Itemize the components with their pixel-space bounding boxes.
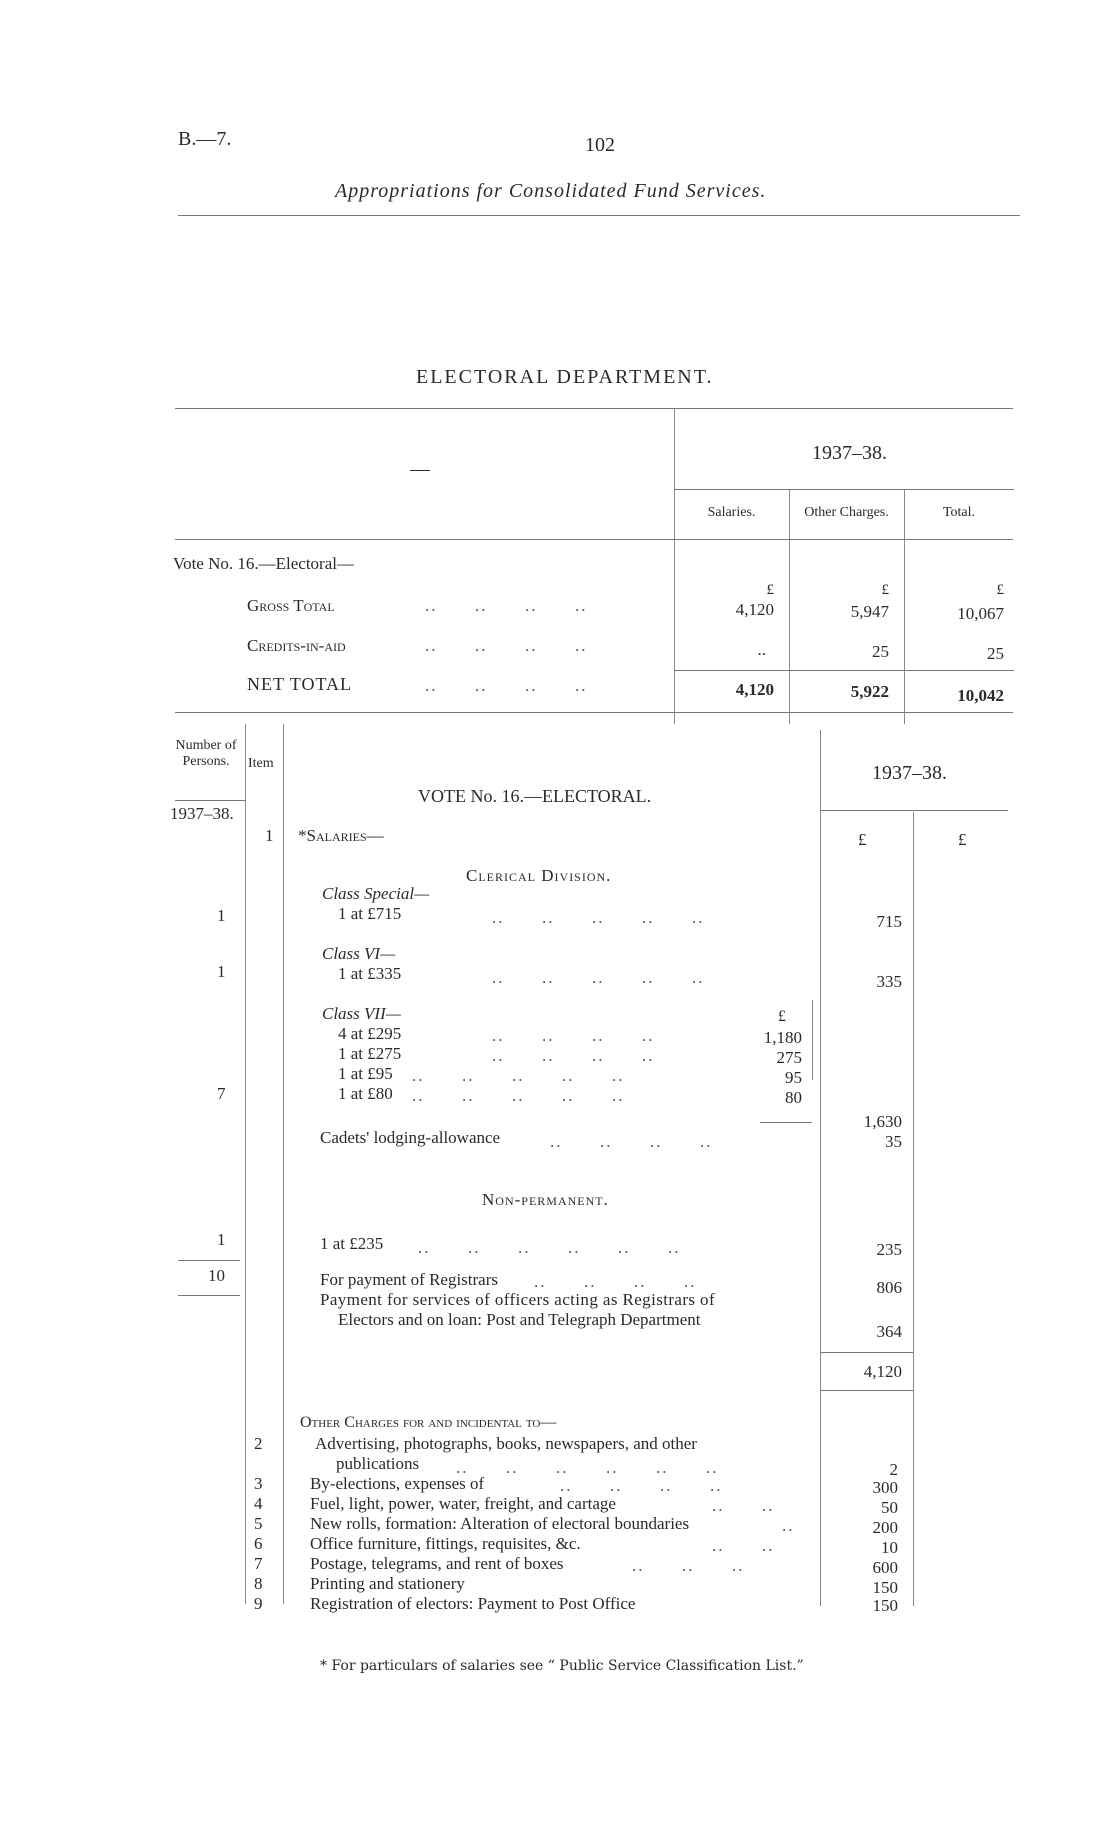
credits-total: 25	[987, 644, 1004, 663]
dot-leader: .. .. .. ..	[425, 676, 588, 695]
currency-col1: £	[858, 830, 867, 849]
np-amount: 235	[876, 1240, 902, 1259]
class-vi-label: Class VI—	[322, 944, 396, 963]
other-item-amount: 50	[881, 1498, 898, 1517]
registrars-amount: 806	[876, 1278, 902, 1297]
vote-title: VOTE No. 16.—ELECTORAL.	[418, 786, 652, 806]
officers-amount: 364	[876, 1322, 902, 1341]
other-item-number: 3	[254, 1474, 263, 1493]
other-item-amount: 10	[881, 1538, 898, 1557]
non-permanent-heading: Non-permanent.	[482, 1190, 609, 1209]
col-total: Total.	[942, 505, 976, 520]
net-total: 10,042	[957, 686, 1004, 705]
persons-total: 10	[208, 1266, 225, 1285]
document-ref: B.—7.	[178, 128, 232, 150]
class-vii-line: 4 at £295	[338, 1024, 402, 1043]
class-special-persons: 1	[217, 906, 226, 925]
row-credits-label: Credits-in-aid	[247, 636, 346, 655]
dot-leader: .. .. .. .. ..	[412, 1066, 625, 1085]
salaries-total: 4,120	[863, 1362, 902, 1381]
other-item-amount: 600	[872, 1558, 898, 1577]
class-vi-line: 1 at £335	[338, 964, 402, 983]
class-vii-label: Class VII—	[322, 1004, 401, 1023]
other-item-amount: 2	[889, 1460, 898, 1479]
page-number: 102	[585, 134, 615, 156]
class-vii-amount: 95	[785, 1068, 802, 1087]
dot-leader: .. .. .. ..	[492, 1046, 655, 1065]
class-vii-line: 1 at £95	[338, 1064, 393, 1083]
other-item-number: 2	[254, 1434, 263, 1453]
class-vii-amount: 275	[776, 1048, 802, 1067]
cadets-line: Cadets' lodging-allowance	[320, 1128, 501, 1147]
dot-leader: .. .. .. .. ..	[492, 968, 705, 987]
officers-line-1: Payment for services of officers acting as Registrars of	[320, 1290, 716, 1309]
officers-line-2: Electors and on loan: Post and Telegraph Department	[338, 1310, 701, 1329]
summary-dash: —	[410, 458, 430, 480]
currency-other: £	[881, 582, 889, 598]
salaries-item-number: 1	[265, 826, 274, 845]
other-item-text: By-elections, expenses of	[310, 1474, 485, 1493]
other-item-amount: 200	[872, 1518, 898, 1537]
gross-other: 5,947	[850, 602, 889, 621]
class-special-line: 1 at £715	[338, 904, 402, 923]
class-special-amount: 715	[876, 912, 902, 931]
class-special-label: Class Special—	[322, 884, 430, 903]
dot-leader: .. .. .. ..	[492, 1026, 655, 1045]
dot-leader: .. .. .. ..	[550, 1132, 713, 1151]
other-item-number: 5	[254, 1514, 263, 1533]
class-vii-amount: 80	[785, 1088, 802, 1107]
cadets-amount: 35	[885, 1132, 902, 1151]
other-item-text: Registration of electors: Payment to Post Office	[310, 1594, 636, 1613]
dot-leader: .. .. .. ..	[560, 1476, 723, 1495]
currency-total: £	[996, 582, 1004, 598]
np-persons: 1	[217, 1230, 226, 1249]
other-charges-heading: Other Charges for and incidental to—	[300, 1414, 557, 1431]
other-item-number: 6	[254, 1534, 263, 1553]
np-line: 1 at £235	[320, 1234, 384, 1253]
gross-salaries: 4,120	[735, 600, 774, 619]
dot-leader: .. .. .. .. ..	[492, 908, 705, 927]
credits-salaries: ..	[757, 640, 766, 659]
row-net-total-label: NET TOTAL	[247, 674, 353, 694]
currency-salaries: £	[766, 582, 774, 598]
class-vii-amount: 1,180	[763, 1028, 802, 1047]
registrars-line: For payment of Registrars	[320, 1270, 498, 1289]
col-other-charges: Other Charges.	[804, 505, 889, 520]
net-other: 5,922	[850, 682, 889, 701]
class-vii-currency: £	[778, 1008, 786, 1025]
other-item-text: Advertising, photographs, books, newspapers, and other	[315, 1434, 697, 1453]
class-vii-persons: 7	[217, 1084, 226, 1103]
footnote: * For particulars of salaries see “ Public Service Classification List.”	[320, 1658, 804, 1674]
dot-leader: .. ..	[712, 1496, 775, 1515]
currency-col2: £	[958, 830, 967, 849]
class-vii-line: 1 at £275	[338, 1044, 402, 1063]
other-item-text: Fuel, light, power, water, freight, and cartage	[310, 1494, 616, 1513]
other-item-number: 9	[254, 1594, 263, 1613]
dot-leader: .. ..	[712, 1536, 775, 1555]
col-item: Item	[248, 756, 274, 771]
other-item-text: Printing and stationery	[310, 1574, 465, 1593]
class-vii-line: 1 at £80	[338, 1084, 393, 1103]
class-vi-persons: 1	[217, 962, 226, 981]
other-item-text: New rolls, formation: Alteration of electoral boundaries	[310, 1514, 690, 1533]
clerical-division-heading: Clerical Division.	[466, 866, 612, 885]
col-salaries: Salaries.	[707, 505, 756, 520]
running-title: Appropriations for Consolidated Fund Services.	[335, 180, 767, 202]
col-number-of-persons: Number of Persons.	[175, 738, 237, 769]
other-item-number: 8	[254, 1574, 263, 1593]
other-item-number: 7	[254, 1554, 263, 1573]
other-item-text-2: publications	[336, 1454, 420, 1473]
department-title: ELECTORAL DEPARTMENT.	[416, 366, 714, 388]
other-item-amount: 150	[872, 1596, 898, 1615]
credits-other: 25	[872, 642, 889, 661]
dot-leader: .. .. ..	[632, 1556, 745, 1575]
dot-leader: .. .. .. ..	[425, 596, 588, 615]
other-item-amount: 300	[872, 1478, 898, 1497]
class-vii-subtotal: 1,630	[863, 1112, 902, 1131]
class-vi-amount: 335	[876, 972, 902, 991]
dot-leader: ..	[782, 1516, 795, 1535]
other-item-text: Office furniture, fittings, requisites, &c.	[310, 1534, 581, 1553]
net-salaries: 4,120	[735, 680, 774, 699]
dot-leader: .. .. .. .. .. ..	[418, 1238, 681, 1257]
gross-total: 10,067	[957, 604, 1004, 623]
persons-year: 1937–38.	[170, 804, 234, 823]
dot-leader: .. .. .. ..	[425, 636, 588, 655]
detail-year: 1937–38.	[872, 762, 947, 784]
salaries-heading: *Salaries—	[298, 826, 384, 845]
vote-label: Vote No. 16.—Electoral—	[173, 554, 354, 573]
other-item-number: 4	[254, 1494, 263, 1513]
dot-leader: .. .. .. .. .. ..	[456, 1458, 719, 1477]
dot-leader: .. .. .. ..	[534, 1272, 697, 1291]
row-gross-total-label: Gross Total	[247, 596, 335, 615]
header-rule	[178, 215, 1020, 216]
dot-leader: .. .. .. .. ..	[412, 1086, 625, 1105]
summary-year: 1937–38.	[812, 442, 887, 464]
other-item-text: Postage, telegrams, and rent of boxes	[310, 1554, 564, 1573]
other-item-amount: 150	[872, 1578, 898, 1597]
